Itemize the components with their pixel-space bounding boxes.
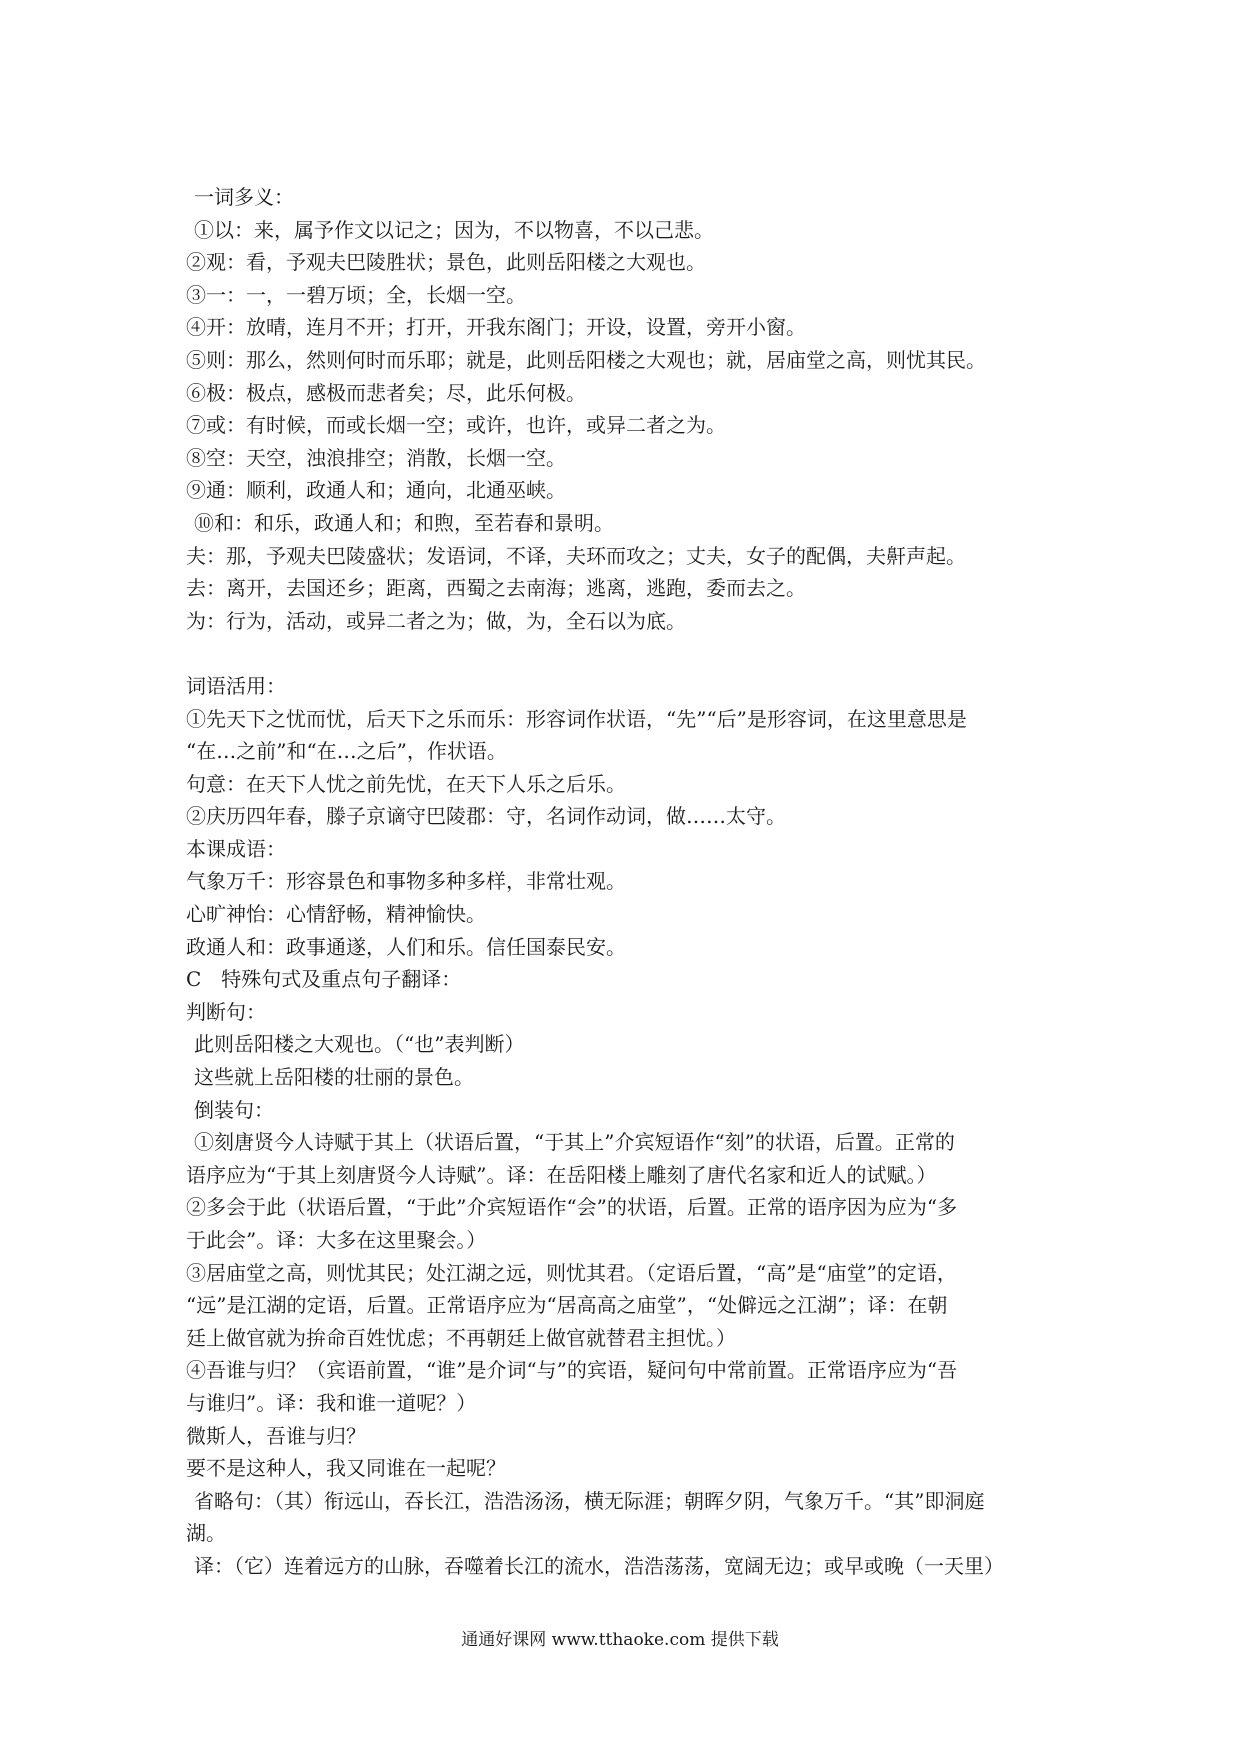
text-line: 词语活用： xyxy=(186,673,286,698)
text-line: ⑤则：那么，然则何时而乐耶；就是，此则岳阳楼之大观也；就，居庙堂之高，则忧其民。 xyxy=(186,347,986,372)
text-line: 微斯人，吾谁与归？ xyxy=(186,1423,366,1448)
text-line: ③一：一，一碧万顷；全，长烟一空。 xyxy=(186,282,526,307)
text-line: C 特殊句式及重点句子翻译： xyxy=(186,967,462,992)
text-line: 这些就上岳阳楼的壮丽的景色。 xyxy=(194,1065,474,1090)
text-line: 夫：那，予观夫巴陵盛状；发语词，不译，夫环而攻之；丈夫，女子的配偶，夫鼾声起。 xyxy=(186,543,966,568)
text-line: 句意：在天下人忧之前先忧，在天下人乐之后乐。 xyxy=(186,771,626,796)
text-line: ④吾谁与归？（宾语前置，“谁”是介词“与”的宾语，疑问句中常前置。正常语序应为“吾 xyxy=(186,1358,958,1383)
text-line: ③居庙堂之高，则忧其民；处江湖之远，则忧其君。（定语后置，“高”是“庙堂”的定语， xyxy=(186,1260,957,1285)
text-line: 湖。 xyxy=(186,1521,226,1546)
text-line: 语序应为“于其上刻唐贤今人诗赋”。译：在岳阳楼上雕刻了唐代名家和近人的试赋。） xyxy=(186,1162,937,1187)
text-line: ⑧空：天空，浊浪排空；消散，长烟一空。 xyxy=(186,445,566,470)
page-footer: 通通好课网 www.tthaoke.com 提供下载 xyxy=(461,1630,779,1650)
text-line: “在…之前”和“在…之后”，作状语。 xyxy=(186,739,507,764)
text-line: 译：（它）连着远方的山脉，吞噬着长江的流水，浩浩荡荡，宽阔无边；或早或晚（一天里） xyxy=(194,1553,1004,1578)
text-line: 廷上做官就为拚命百姓忧虑；不再朝廷上做官就替君主担忧。） xyxy=(186,1325,736,1350)
text-line: ④开：放晴，连月不开；打开，开我东阁门；开设，设置，旁开小窗。 xyxy=(186,315,806,340)
text-line: 于此会”。译：大多在这里聚会。） xyxy=(186,1228,487,1252)
text-line: ②多会于此（状语后置，“于此”介宾短语作“会”的状语，后置。正常的语序因为应为“多 xyxy=(186,1195,958,1220)
text-line: 判断句： xyxy=(186,999,266,1024)
text-line: 倒装句： xyxy=(194,1097,274,1122)
text-line: 心旷神怡：心情舒畅，精神愉快。 xyxy=(186,902,486,927)
text-line: 本课成语： xyxy=(186,836,286,861)
text-line: 此则岳阳楼之大观也。（“也”表判断） xyxy=(194,1032,525,1057)
text-line: ②观：看，予观夫巴陵胜状；景色，此则岳阳楼之大观也。 xyxy=(186,250,706,275)
text-line: ①以：来，属予作文以记之；因为，不以物喜，不以己悲。 xyxy=(194,217,714,242)
text-line: 与谁归”。译：我和谁一道呢？） xyxy=(186,1390,477,1415)
text-line: 要不是这种人，我又同谁在一起呢？ xyxy=(186,1456,506,1481)
text-line: 气象万千：形容景色和事物多种多样，非常壮观。 xyxy=(186,869,626,894)
text-line: 政通人和：政事通遂，人们和乐。信任国泰民安。 xyxy=(186,934,626,959)
text-line: ⑩和：和乐，政通人和；和煦，至若春和景明。 xyxy=(194,510,614,535)
text-line: ⑦或：有时候，而或长烟一空；或许，也许，或异二者之为。 xyxy=(186,413,726,438)
text-line: 去：离开，去国还乡；距离，西蜀之去南海；逃离，逃跑，委而去之。 xyxy=(186,576,806,601)
text-line: 为：行为，活动，或异二者之为；做，为，全石以为底。 xyxy=(186,608,686,633)
blank-line xyxy=(186,637,1066,670)
text-line: “远”是江湖的定语，后置。正常语序应为“居高高之庙堂”，“处僻远之江湖”；译：在朝 xyxy=(186,1293,948,1318)
text-line: ⑨通：顺利，政通人和；通向，北通巫峡。 xyxy=(186,478,566,503)
text-line: ①刻唐贤今人诗赋于其上（状语后置，“于其上”介宾短语作“刻”的状语，后置。正常的 xyxy=(194,1130,955,1155)
text-line: ①先天下之忧而忧，后天下之乐而乐：形容词作状语，“先”“后”是形容词，在这里意思是 xyxy=(186,706,967,731)
document-body xyxy=(186,181,1066,1583)
text-line: ②庆历四年春，滕子京谪守巴陵郡：守，名词作动词，做……太守。 xyxy=(186,804,786,829)
text-line: ⑥极：极点，感极而悲者矣；尽，此乐何极。 xyxy=(186,380,586,405)
text-line: 省略句：（其）衔远山，吞长江，浩浩汤汤，横无际涯；朝晖夕阴，气象万千。“其”即洞庭 xyxy=(194,1488,985,1513)
text-line: 一词多义： xyxy=(194,185,294,209)
